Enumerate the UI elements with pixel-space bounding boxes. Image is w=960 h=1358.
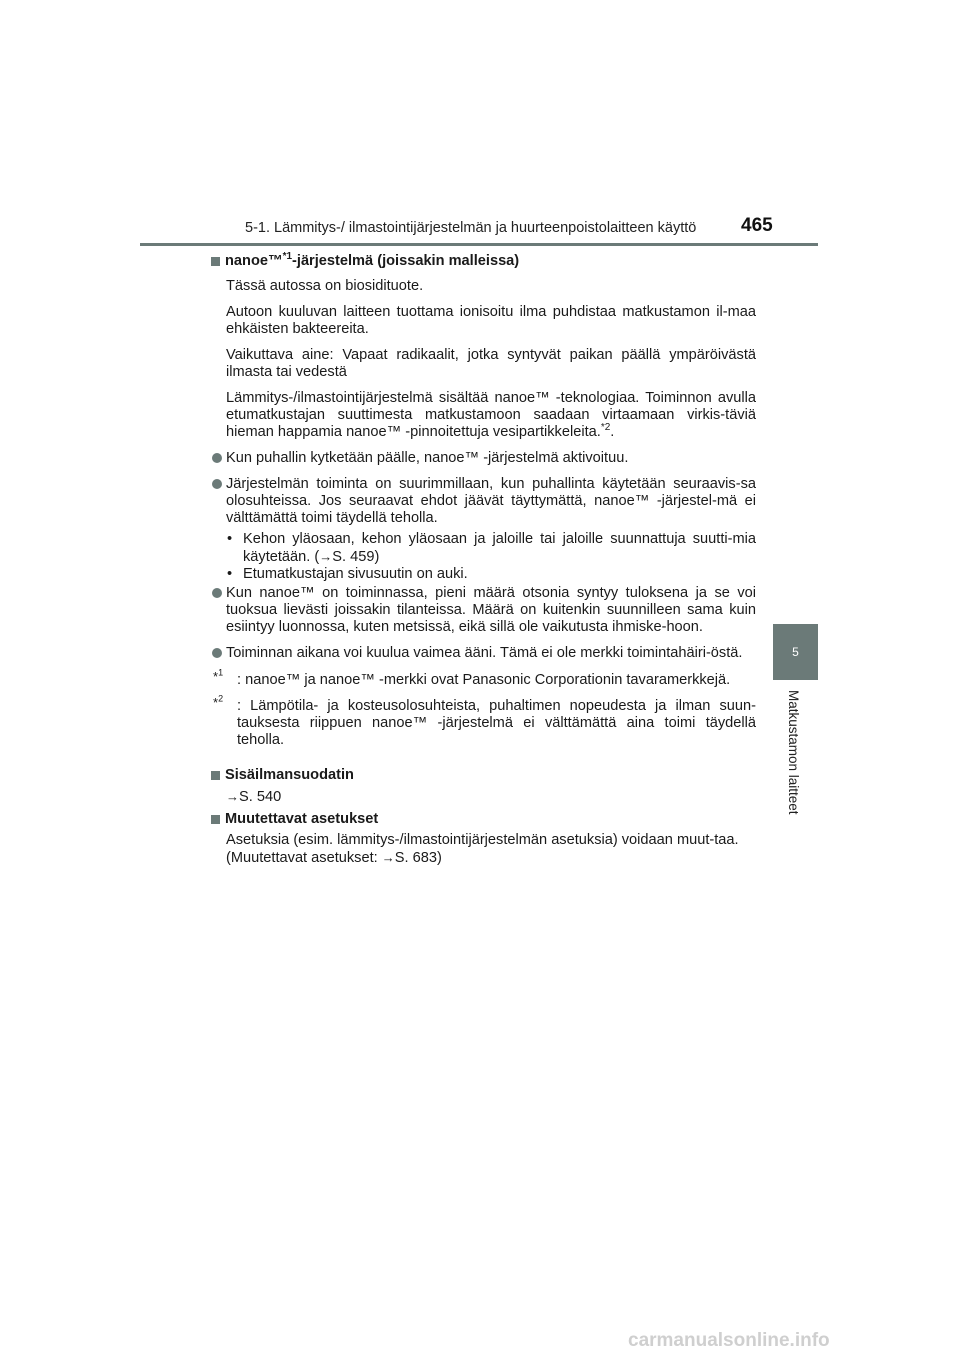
sub-list — [226, 531, 756, 583]
bullet-circle-icon — [212, 588, 222, 598]
page-content — [211, 253, 756, 876]
bullet-text: Kun nanoe™ on toiminnassa, pieni määrä otsonia syntyy tuloksena ja se voi tuoksua lievästi joissakin tilanteissa. Määrä on kuitenkin suunnilleen sama kuin esiintyy luonnossa, kuten metsissä, eikä sillä ole vaikutusta ihmiske-hoon. — [226, 585, 756, 635]
footnote-marker — [213, 668, 223, 685]
bullet-text: Järjestelmän toiminta on suurimmillaan, kun puhallinta käytetään seuraavis-sa olosuhteissa. Jos seuraavat ehdot jäävät täyttymättä, nanoe™ -järjestel-mä ei välttämättä toimi täydellä teholla. — [226, 476, 756, 526]
section-title-filter — [211, 767, 756, 784]
footnote-asterisk: * — [213, 695, 219, 710]
footnote-2 — [211, 693, 756, 749]
chapter-tab-number: 5 — [773, 624, 818, 680]
arrow-right-icon: → — [226, 789, 239, 804]
footnote-marker — [213, 694, 223, 711]
nanoe-para-2: Autoon kuuluvan laitteen tuottama ionisoitu ilma puhdistaa matkustamon il-maa ehkäisten bakteereita. — [226, 304, 756, 337]
bullet-text: Kun puhallin kytketään päälle, nanoe™ -järjestelmä aktivoituu. — [226, 450, 629, 466]
footnote-asterisk: * — [213, 669, 219, 684]
section-title-nanoe — [211, 253, 756, 270]
page-number: 465 — [741, 215, 773, 236]
page-reference-link[interactable]: S. 540 — [239, 789, 282, 805]
nanoe-title-prefix: nanoe™ — [225, 253, 283, 269]
section-title-settings — [211, 811, 756, 828]
nanoe-para-4-end: . — [610, 424, 615, 440]
nanoe-para-4-footnote-ref: *2 — [600, 422, 611, 434]
footnote-text: : nanoe™ ja nanoe™ -merkki ovat Panasonic Corporationin tavaramerkkejä. — [237, 672, 731, 688]
nanoe-title-footnote-ref: *1 — [282, 251, 293, 263]
settings-text: Asetuksia (esim. lämmitys-/ilmastointijärjestelmän asetuksia) voidaan muut-taa. — [226, 832, 739, 848]
arrow-right-icon: → — [319, 549, 333, 564]
nanoe-para-4-text: Lämmitys-/ilmastointijärjestelmä sisältää nanoe™ -teknologiaa. Toiminnon avulla etumatkustajan suuttimesta matkustamoon saadaan virtaamaan virkis-täviä hieman happamia nanoe™ -pinnoitettuja vesipartikkeleita. — [226, 390, 756, 440]
bullet-circle-icon — [212, 453, 222, 463]
footnote-number: 1 — [218, 667, 224, 678]
list-item — [211, 645, 756, 662]
bullet-text: Toiminnan aikana voi kuulua vaimea ääni. Tämä ei ole merkki toimintahäiri-östä. — [226, 645, 743, 661]
bullet-circle-icon — [212, 648, 222, 658]
list-item — [211, 476, 756, 527]
list-item — [211, 450, 756, 467]
filter-ref — [226, 788, 756, 806]
settings-ref — [226, 849, 756, 867]
watermark-text: carmanualsonline.info — [628, 1330, 830, 1351]
page-header-text: 5-1. Lämmitys-/ ilmastointijärjestelmän ja huurteenpoistolaitteen käyttö — [245, 220, 697, 236]
chapter-tab-label: Matkustamon laitteet — [786, 690, 801, 815]
sub-bullet-icon: • — [227, 531, 233, 547]
footnote-number: 2 — [218, 693, 224, 704]
list-item — [211, 585, 756, 636]
nanoe-title-suffix: -järjestelmä (joissakin malleissa) — [292, 253, 520, 269]
section-square-icon — [211, 771, 220, 780]
sub-list-item — [226, 566, 756, 583]
nanoe-para-1: Tässä autossa on biosidituote. — [226, 278, 424, 294]
bullet-circle-icon — [212, 479, 222, 489]
header-rule — [140, 243, 818, 246]
arrow-right-icon: → — [381, 850, 395, 865]
settings-ref-prefix: (Muutettavat asetukset: — [226, 850, 382, 866]
nanoe-para-3: Vaikuttava aine: Vapaat radikaalit, jotka syntyvät paikan päällä ympäröivästä ilmasta tai vedestä — [226, 347, 756, 380]
page-reference-link[interactable]: S. 683) — [394, 850, 442, 866]
settings-title: Muutettavat asetukset — [225, 811, 379, 827]
section-square-icon — [211, 257, 220, 266]
page-reference-link[interactable]: S. 459) — [332, 549, 380, 565]
filter-title: Sisäilmansuodatin — [225, 767, 354, 783]
section-square-icon — [211, 815, 220, 824]
footnote-1 — [211, 667, 756, 689]
sub-list-item — [226, 531, 756, 566]
sub-bullet-icon: • — [227, 566, 233, 582]
sub-item-text: Etumatkustajan sivusuutin on auki. — [243, 566, 468, 582]
sub-item-text: Kehon yläosaan, kehon yläosaan ja jaloille tai jaloille suunnattuja suutti-mia käytetään. ( — [243, 531, 756, 565]
nanoe-para-4 — [226, 390, 756, 441]
footnote-text: : Lämpötila- ja kosteusolosuhteista, puhaltimen nopeudesta ja ilman suun-tauksesta riippuen nanoe™ -järjestelmä ei välttämättä aina toimi täydellä teholla. — [237, 698, 756, 748]
